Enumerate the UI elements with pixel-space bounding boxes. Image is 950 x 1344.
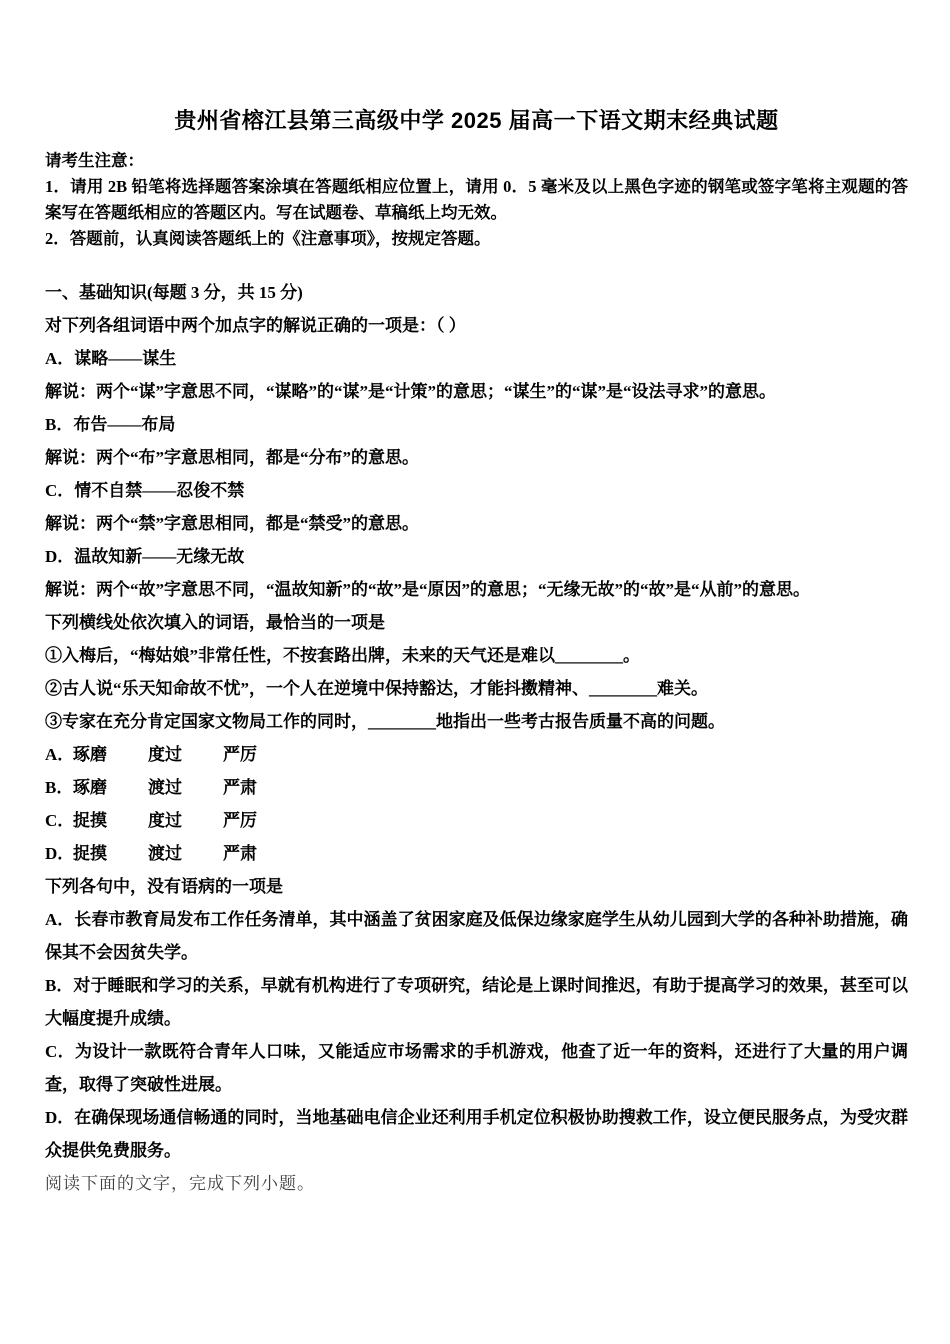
q2-sentence-1: ①入梅后，“梅姑娘”非常任性，不按套路出牌，未来的天气还是难以________。 bbox=[45, 646, 640, 665]
option-word-2: 度过 bbox=[148, 745, 182, 764]
section-heading: 一、基础知识(每题 3 分，共 15 分) bbox=[45, 283, 303, 302]
option-word-3: 严厉 bbox=[223, 745, 257, 764]
section-spacer bbox=[45, 252, 908, 276]
q2-sentence-2: ②古人说“乐天知命故不忧”，一个人在逆境中保持豁达，才能抖擞精神、________难关。 bbox=[45, 679, 708, 698]
q2-option-a bbox=[45, 738, 908, 771]
q2-option-d bbox=[45, 837, 908, 870]
q2-sentence-3: ③专家在充分肯定国家文物局工作的同时，________地指出一些考古报告质量不高的问题。 bbox=[45, 712, 725, 731]
q1-option-d: D．温故知新——无缘无故 bbox=[45, 547, 245, 566]
q1-stem: 对下列各组词语中两个加点字的解说正确的一项是：（ ） bbox=[45, 316, 466, 335]
q3-stem: 下列各句中，没有语病的一项是 bbox=[45, 877, 283, 896]
option-letter: A． bbox=[45, 745, 75, 764]
q1-explanation-a: 解说：两个“谋”字意思不同，“谋略”的“谋”是“计策”的意思；“谋生”的“谋”是“设法寻求”的意思。 bbox=[45, 382, 776, 401]
option-word-1: 琢磨 bbox=[73, 745, 107, 764]
q1-explanation-d: 解说：两个“故”字意思不同，“温故知新”的“故”是“原因”的意思；“无缘无故”的“故”是“从前”的意思。 bbox=[45, 580, 810, 599]
q3-option-b: B．对于睡眠和学习的关系，早就有机构进行了专项研究，结论是上课时间推迟，有助于提高学习的效果，甚至可以大幅度提升成绩。 bbox=[45, 976, 908, 1028]
q1-explanation-b: 解说：两个“布”字意思相同，都是“分布”的意思。 bbox=[45, 448, 419, 467]
option-word-3: 严肃 bbox=[223, 778, 257, 797]
option-word-2: 渡过 bbox=[148, 778, 182, 797]
q3-option-d: D．在确保现场通信畅通的同时，当地基础电信企业还利用手机定位积极协助搜救工作，设立便民服务点，为受灾群众提供免费服务。 bbox=[45, 1108, 908, 1160]
q3-option-a: A．长春市教育局发布工作任务清单，其中涵盖了贫困家庭及低保边缘家庭学生从幼儿园到大学的各种补助措施，确保其不会因贫失学。 bbox=[45, 910, 908, 962]
page-title: 贵州省榕江县第三高级中学 2025 届高一下语文期末经典试题 bbox=[174, 108, 779, 133]
q3-option-c: C．为设计一款既符合青年人口味，又能适应市场需求的手机游戏，他查了近一年的资料，还进行了大量的用户调查，取得了突破性进展。 bbox=[45, 1042, 908, 1094]
notice-heading: 请考生注意： bbox=[45, 151, 144, 170]
option-word-3: 严肃 bbox=[223, 844, 257, 863]
q1-explanation-c: 解说：两个“禁”字意思相同，都是“禁受”的意思。 bbox=[45, 514, 419, 533]
option-letter: C． bbox=[45, 811, 75, 830]
option-letter: D． bbox=[45, 844, 75, 863]
q2-stem: 下列横线处依次填入的词语，最恰当的一项是 bbox=[45, 613, 385, 632]
reading-prompt: 阅读下面的文字，完成下列小题。 bbox=[45, 1174, 315, 1193]
q1-option-c: C．情不自禁——忍俊不禁 bbox=[45, 481, 245, 500]
section-basics bbox=[45, 276, 908, 1200]
option-word-2: 度过 bbox=[148, 811, 182, 830]
option-word-1: 捉摸 bbox=[73, 844, 107, 863]
option-word-1: 琢磨 bbox=[73, 778, 107, 797]
option-letter: B． bbox=[45, 778, 74, 797]
candidate-notice bbox=[45, 148, 908, 252]
q2-option-b bbox=[45, 771, 908, 804]
q1-option-b: B．布告——布局 bbox=[45, 415, 176, 434]
option-word-1: 捉摸 bbox=[73, 811, 107, 830]
notice-item-1: 1．请用 2B 铅笔将选择题答案涂填在答题纸相应位置上，请用 0．5 毫米及以上黑色字迹的钢笔或签字笔将主观题的答案写在答题纸相应的答题区内。写在试题卷、草稿纸上均无效。 bbox=[45, 177, 908, 222]
q1-option-a: A．谋略——谋生 bbox=[45, 349, 177, 368]
notice-item-2: 2．答题前，认真阅读答题纸上的《注意事项》，按规定答题。 bbox=[45, 229, 491, 248]
q2-option-c bbox=[45, 804, 908, 837]
option-word-2: 渡过 bbox=[148, 844, 182, 863]
option-word-3: 严厉 bbox=[223, 811, 257, 830]
